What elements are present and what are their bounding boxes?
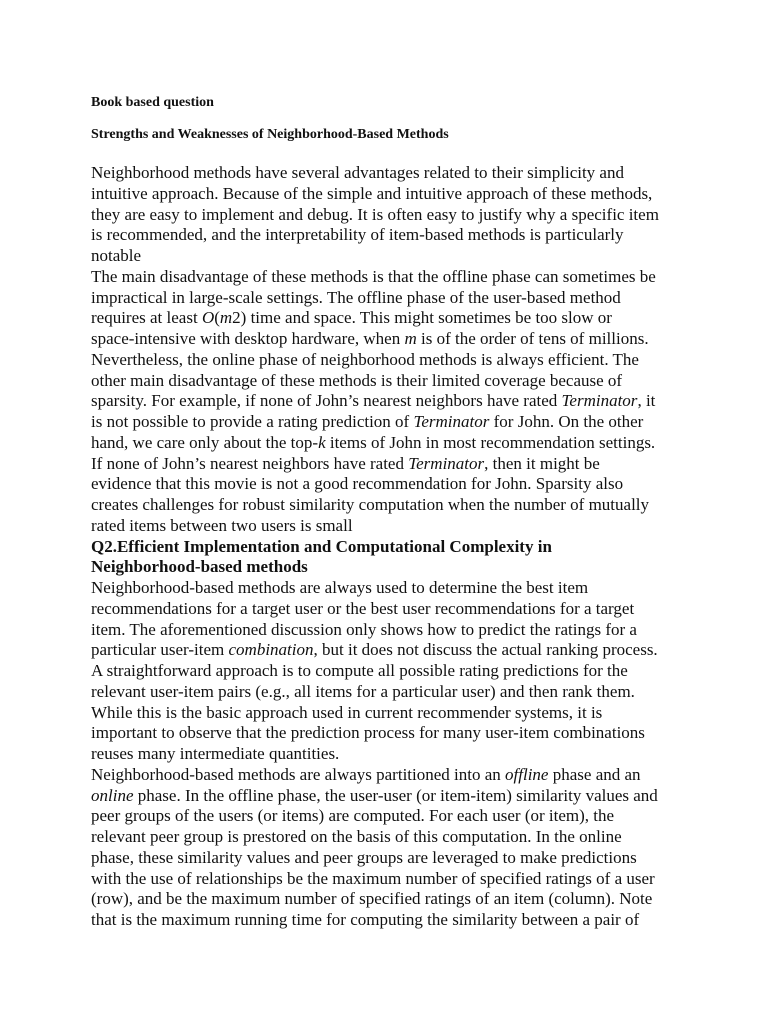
body-line (91, 785, 658, 806)
italic-text: Terminator (561, 391, 638, 411)
body-line (91, 702, 602, 723)
text-run: , then it might be (484, 453, 600, 473)
text-run: for John. On the other (489, 412, 644, 431)
text-run: other main disadvantage of these methods is their limited coverage because of (91, 370, 623, 390)
text-run: phase, these similarity values and peer groups are leveraged to make predictions (91, 847, 637, 867)
text-run: 2) time and space. This might sometimes be too slow or (232, 308, 612, 328)
text-run: relevant user-item pairs (e.g., all items for a particular user) and then rank them. (91, 681, 635, 701)
body-line (91, 847, 637, 868)
text-run: impractical in large-scale settings. The offline phase of the user-based method (91, 287, 621, 307)
text-run: A straightforward approach is to compute all possible rating predictions for the (91, 661, 628, 680)
body-line (91, 473, 623, 494)
text-run: Neighborhood-based methods are always used to determine the best item (91, 578, 589, 597)
text-run: sparsity. For example, if none of John’s nearest neighbors have rated (91, 391, 562, 411)
text-run: with the use of relationships be the maximum number of specified ratings of a user (91, 868, 655, 888)
text-run: Neighborhood-based methods are always partitioned into an (91, 764, 506, 784)
text-run: is not possible to provide a rating prediction of (91, 412, 414, 431)
section-heading-line (91, 536, 552, 557)
text-run: phase and an (548, 764, 641, 784)
body-line (91, 453, 600, 474)
text-run: important to observe that the prediction process for many user-item combinations (91, 723, 645, 743)
body-line (91, 577, 588, 598)
section-heading-line (91, 556, 308, 577)
text-run: item. The aforementioned discussion only shows how to predict the ratings for a (91, 619, 637, 639)
text-run: items of John in most recommendation settings. (325, 432, 656, 452)
body-line (91, 183, 652, 204)
italic-text: combination (228, 640, 314, 660)
text-run: The main disadvantage of these methods is that the offline phase can sometimes be (91, 266, 656, 286)
body-line (91, 764, 641, 785)
text-run: reuses many intermediate quantities. (91, 744, 340, 763)
body-line (91, 307, 612, 328)
body-line (91, 224, 624, 245)
text-run: , it (637, 391, 656, 411)
book-label: Book based question (91, 95, 214, 110)
italic-text: Terminator (413, 412, 490, 431)
text-run: that is the maximum running time for computing the similarity between a pair of (91, 910, 640, 929)
text-run: Neighborhood-based methods (91, 557, 308, 577)
body-line (91, 287, 621, 308)
text-run: If none of John’s nearest neighbors have rated (91, 453, 409, 473)
text-run: recommendations for a target user or the best user recommendations for a target (91, 598, 635, 618)
text-run: Nevertheless, the online phase of neighborhood methods is always efficient. The (91, 349, 639, 369)
section-title: Strengths and Weaknesses of Neighborhood-Based Methods (91, 127, 449, 142)
italic-text: online (91, 785, 134, 805)
text-run: While this is the basic approach used in current recommender systems, it is (91, 702, 603, 722)
text-run: , but it does not discuss the actual ranking process. (313, 640, 658, 660)
body-line (91, 349, 639, 370)
italic-text: offline (505, 764, 549, 784)
text-run: ( (214, 308, 220, 328)
body-line (91, 868, 655, 889)
text-run: is recommended, and the interpretability of item-based methods is particularly (91, 225, 624, 245)
body-line (91, 162, 624, 183)
body-line (91, 494, 649, 515)
text-run: Q2.Efficient Implementation and Computational Complexity in (91, 536, 552, 556)
body-line (91, 619, 637, 640)
body-line (91, 888, 652, 909)
text-run: space-intensive with desktop hardware, when (91, 329, 405, 348)
text-run: (row), and be the maximum number of specified ratings of an item (column). Note (91, 889, 653, 909)
text-run: is of the order of tens of millions. (416, 329, 649, 348)
body-line (91, 909, 639, 930)
body-line (91, 743, 339, 764)
text-run: peer groups of the users (or items) are computed. For each user (or item), the (91, 806, 615, 826)
body-line (91, 204, 659, 225)
body-line (91, 411, 643, 432)
body-line (91, 432, 655, 453)
italic-text: m (404, 329, 417, 348)
text-run: they are easy to implement and debug. It is often easy to justify why a specific item (91, 204, 659, 224)
italic-text: Terminator (408, 453, 485, 473)
body-line (91, 805, 614, 826)
body-line (91, 266, 656, 287)
italic-text: m (219, 308, 233, 328)
body-line (91, 681, 635, 702)
text-run: notable (91, 246, 142, 265)
body-line (91, 826, 622, 847)
text-run: requires at least (91, 308, 202, 328)
body-line (91, 515, 353, 536)
body-line (91, 598, 634, 619)
body-line (91, 722, 645, 743)
body-line (91, 328, 649, 349)
text-run: hand, we care only about the top- (91, 432, 319, 452)
body-line (91, 639, 658, 660)
text-run: evidence that this movie is not a good recommendation for John. Sparsity also (91, 474, 624, 494)
text-run: intuitive approach. Because of the simple and intuitive approach of these methods, (91, 183, 653, 203)
body-line (91, 245, 141, 266)
body-line (91, 390, 655, 411)
body-line (91, 370, 622, 391)
text-run: particular user-item (91, 640, 229, 660)
text-run: relevant peer group is prestored on the basis of this computation. In the online (91, 827, 622, 846)
body-line (91, 660, 628, 681)
text-run: phase. In the offline phase, the user-user (or item-item) similarity values and (133, 785, 658, 805)
text-run: rated items between two users is small (91, 515, 353, 535)
text-run: Neighborhood methods have several advantages related to their simplicity and (91, 163, 624, 182)
italic-text: O (201, 308, 215, 328)
italic-text: k (318, 432, 326, 452)
text-run: creates challenges for robust similarity computation when the number of mutually (91, 495, 650, 514)
